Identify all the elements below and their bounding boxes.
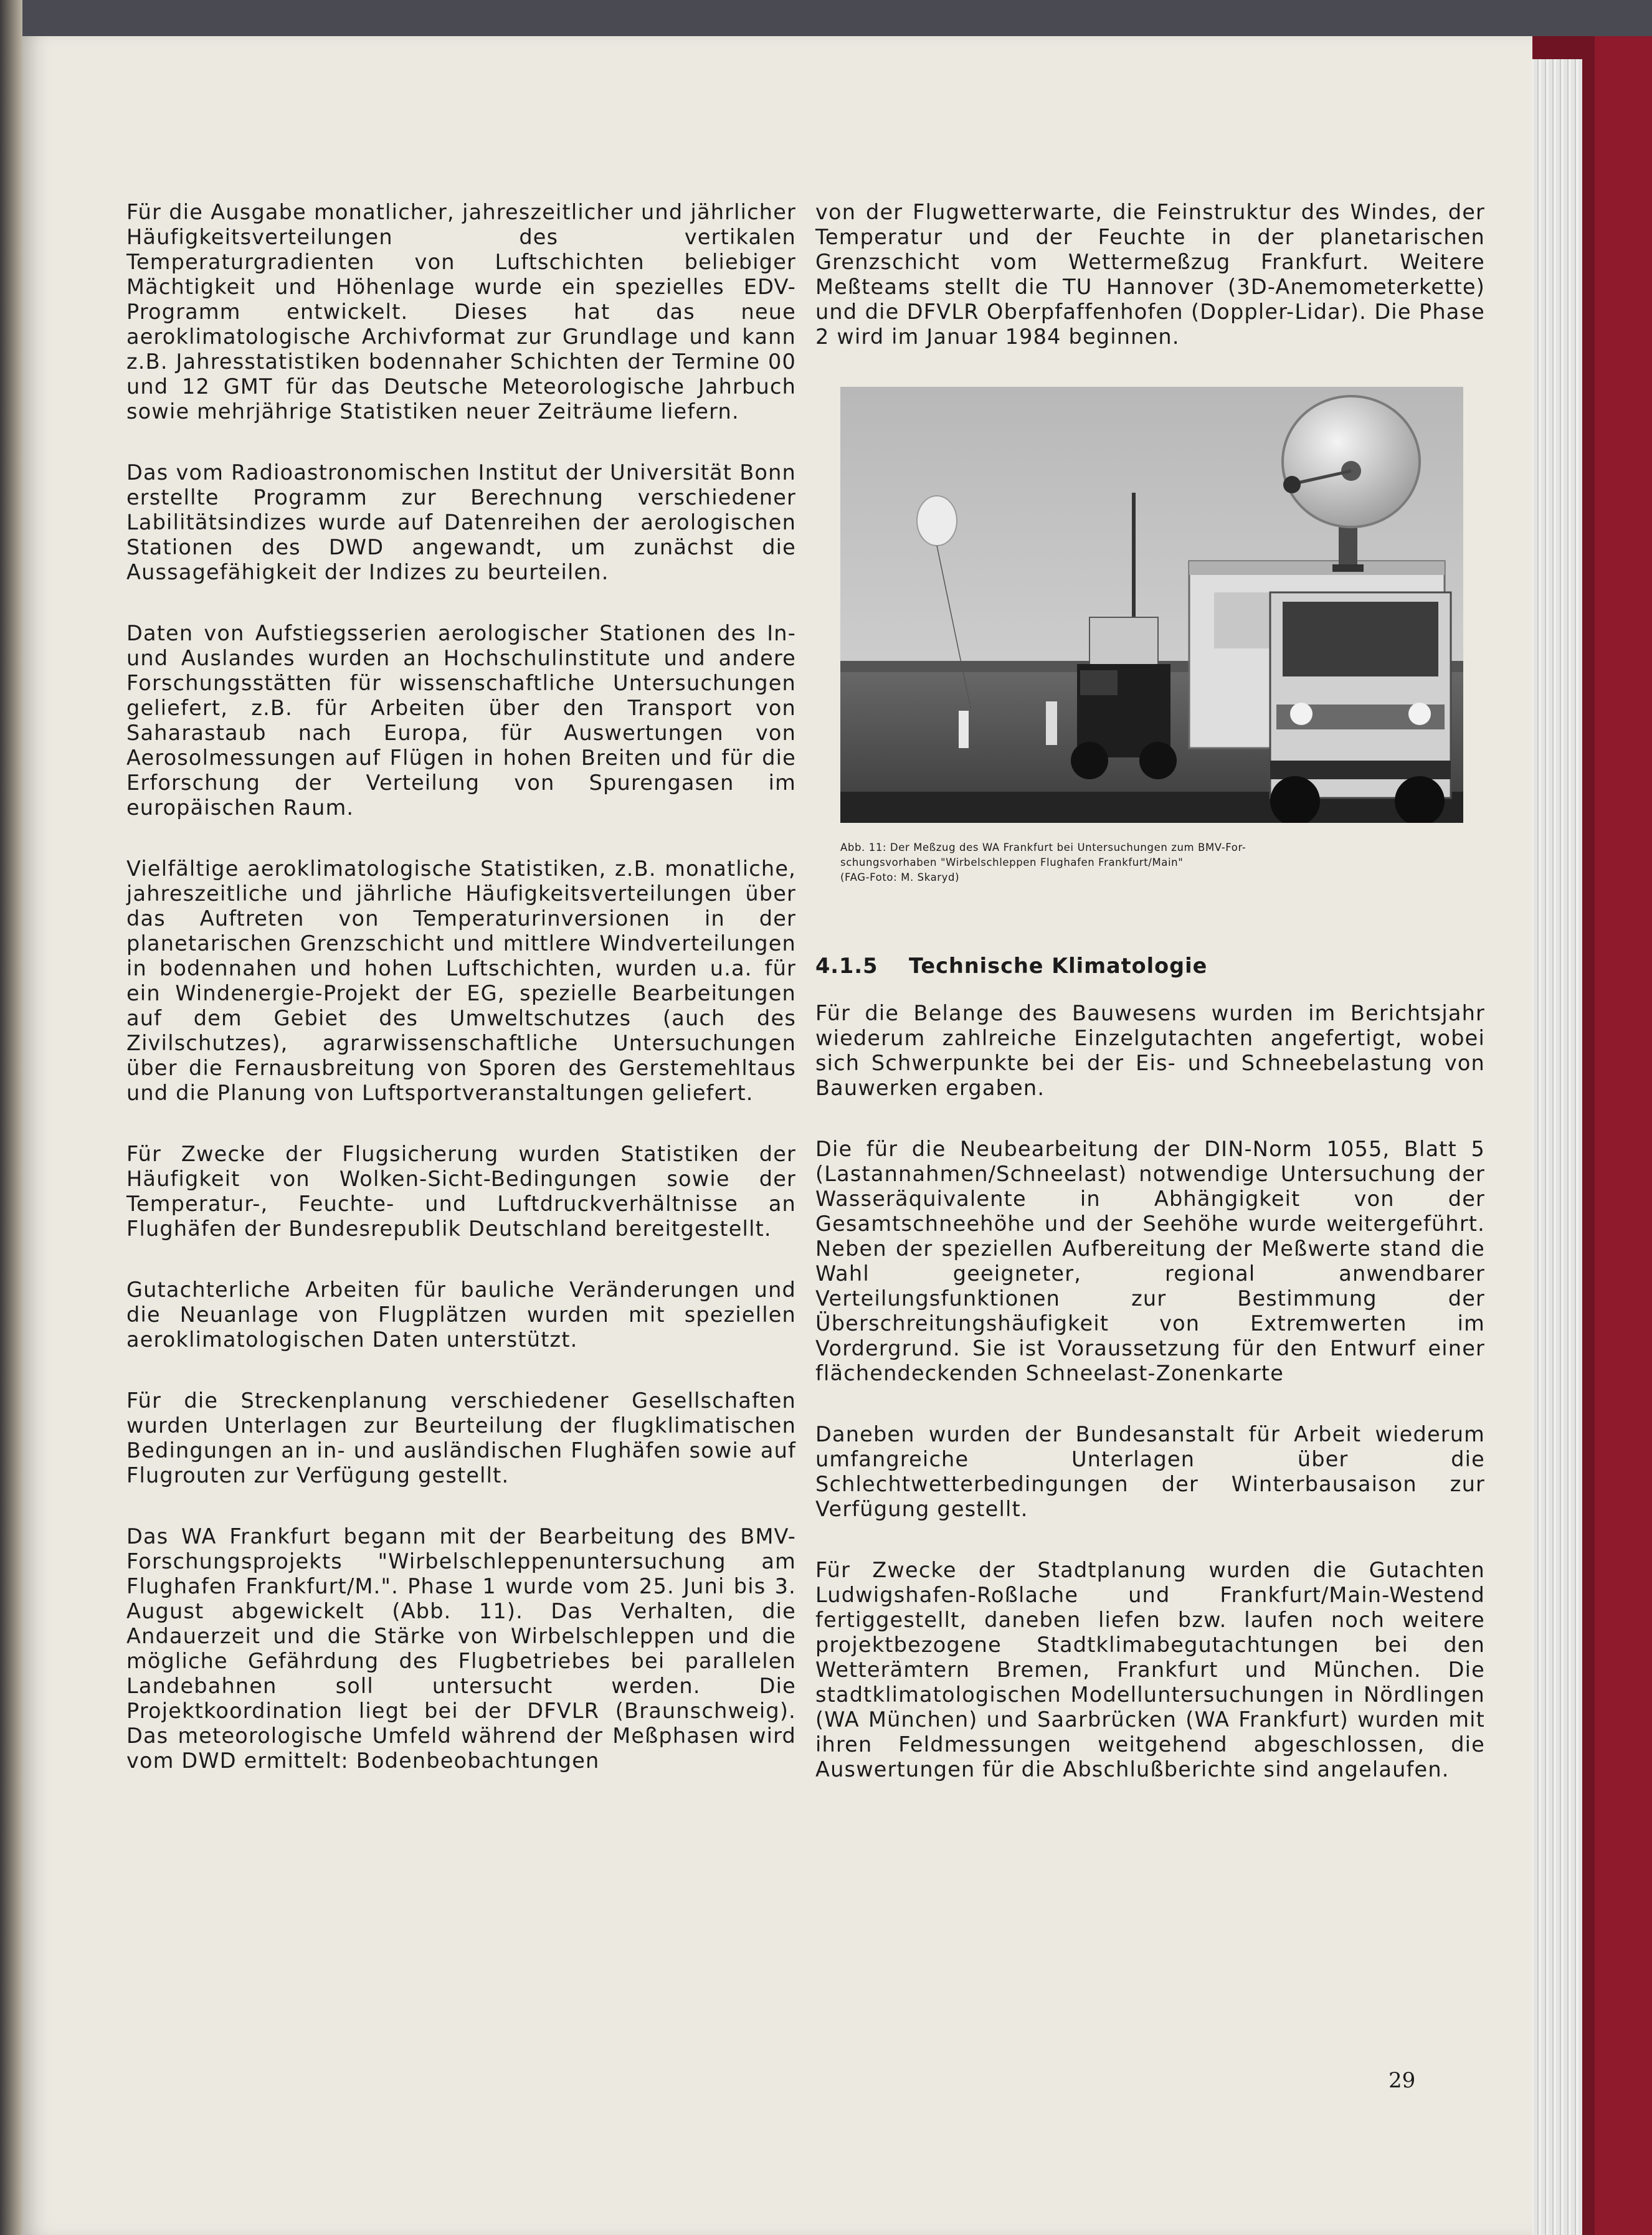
caption-line: Abb. 11: Der Meßzug des WA Frankfurt bei Untersuchungen zum BMV-For- [840, 842, 1246, 853]
section-title: Technische Klimatologie [909, 954, 1208, 978]
paragraph: Das vom Radioastronomischen Institut der Universität Bonn erstellte Programm zur Berechnung verschiedener Labilitätsindizes wurde auf Datenreihen der aerologischen Stationen des DWD angewandt, um zunächst die Aussagefähigkeit der Indizes zu beurteilen. [126, 460, 796, 584]
page-number: 29 [1389, 2068, 1416, 2093]
paragraph: von der Flugwetterwarte, die Feinstruktur des Windes, der Temperatur und der Feuchte in der planetarischen Grenzschicht vom Wettermeßzug Frankfurt. Weitere Meßteams stellt die TU Hannover (3D-Anemometerkette) und die DFVLR Oberpfaffenhofen (Doppler-Lidar). Die Phase 2 wird im Januar 1984 beginnen. [815, 200, 1485, 349]
section-heading [815, 954, 1485, 979]
caption-line: schungsvorhaben "Wirbelschleppen Flughafen Frankfurt/Main" [840, 857, 1184, 868]
right-column [815, 200, 1485, 1818]
document-page [22, 36, 1532, 2235]
figure-caption [840, 840, 1463, 885]
book-cover-edge [1595, 36, 1652, 2235]
paragraph: Gutachterliche Arbeiten für bauliche Veränderungen und die Neuanlage von Flugplätzen wurden mit speziellen aeroklimatologischen Daten unterstützt. [126, 1278, 796, 1352]
page-edges [1526, 59, 1582, 2235]
photo-measurement-vehicle [840, 387, 1463, 823]
paragraph: Daneben wurden der Bundesanstalt für Arbeit wiederum umfangreiche Unterlagen über die Schlechtwetterbedingungen der Winterbausaison zur Verfügung gestellt. [815, 1422, 1485, 1521]
paragraph: Für Zwecke der Stadtplanung wurden die Gutachten Ludwigshafen-Roßlache und Frankfurt/Main-Westend fertiggestellt, daneben liefen bzw. laufen noch weitere projektbezogene Stadtklimabegutachtungen bei den Wetterämtern Bremen, Frankfurt und München. Die stadtklimatologischen Modelluntersuchungen in Nördlingen (WA München) und Saarbrücken (WA Frankfurt) wurden mit ihren Feldmessungen weitgehend abgeschlossen, die Auswertungen für die Abschlußberichte sind angelaufen. [815, 1558, 1485, 1782]
paragraph: Für die Belange des Bauwesens wurden im Berichtsjahr wiederum zahlreiche Einzelgutachten angefertigt, wobei sich Schwerpunkte bei der Eis- und Schneebelastung von Bauwerken ergaben. [815, 1001, 1485, 1100]
figure [840, 387, 1463, 885]
paragraph: Für Zwecke der Flugsicherung wurden Statistiken der Häufigkeit von Wolken-Sicht-Bedingungen sowie der Temperatur-, Feuchte- und Luftdruckverhältnisse an Flughäfen der Bundesrepublik Deutschland bereitgestellt. [126, 1142, 796, 1241]
left-column [126, 200, 796, 1810]
caption-line: (FAG-Foto: M. Skaryd) [840, 871, 960, 883]
paragraph: Die für die Neubearbeitung der DIN-Norm 1055, Blatt 5 (Lastannahmen/Schneelast) notwendige Untersuchung der Wasseräquivalente in Abhängigkeit von der Gesamtschneehöhe und der Seehöhe wurde weitergeführt. Neben der speziellen Aufbereitung der Meßwerte stand die Wahl geeigneter, regional anwendbarer Verteilungsfunktionen zur Bestimmung der Überschreitungshäufigkeit von Extremwerten im Vordergrund. Sie ist Voraussetzung für den Entwurf einer flächendeckenden Schneelast-Zonenkarte [815, 1137, 1485, 1385]
paragraph: Daten von Aufstiegsserien aerologischer Stationen des In- und Auslandes wurden an Hochschulinstitute und andere Forschungsstätten für wissenschaftliche Untersuchungen geliefert, z.B. für Arbeiten über den Transport von Saharastaub nach Europa, für Auswertungen von Aerosolmessungen auf Flügen in hohen Breiten und für die Erforschung der Verteilung von Spurengasen im europäischen Raum. [126, 621, 796, 820]
paragraph: Das WA Frankfurt begann mit der Bearbeitung des BMV-Forschungsprojekts "Wirbelschleppenuntersuchung am Flughafen Frankfurt/M.". Phase 1 wurde vom 25. Juni bis 3. August abgewickelt (Abb. 11). Das Verhalten, die Andauerzeit und die Stärke von Wirbelschleppen und die mögliche Gefährdung des Flugbetriebes bei parallelen Landebahnen soll untersucht werden. Die Projektkoordination liegt bei der DFVLR (Braunschweig). Das meteorologische Umfeld während der Meßphasen wird vom DWD ermittelt: Bodenbeobachtungen [126, 1524, 796, 1773]
paragraph: Vielfältige aeroklimatologische Statistiken, z.B. monatliche, jahreszeitliche und jährliche Häufigkeitsverteilungen über das Auftreten von Temperaturinversionen in der planetarischen Grenzschicht und mittlere Windverteilungen in bodennahen und hohen Luftschichten, wurden u.a. für ein Windenergie-Projekt der EG, spezielle Bearbeitungen auf dem Gebiet des Umweltschutzes (auch des Zivilschutzes), agrarwissenschaftliche Untersuchungen über die Fernausbreitung von Sporen des Gerstemehltaus und die Planung von Luftsportveranstaltungen geliefert. [126, 857, 796, 1105]
paragraph: Für die Ausgabe monatlicher, jahreszeitlicher und jährlicher Häufigkeitsverteilungen des vertikalen Temperaturgradienten von Luftschichten beliebiger Mächtigkeit und Höhenlage wurde ein spezielles EDV-Programm entwickelt. Dieses hat das neue aeroklimatologische Archivformat zur Grundlage und kann z.B. Jahresstatistiken bodennaher Schichten der Termine 00 und 12 GMT für das Deutsche Meteorologische Jahrbuch sowie mehrjährige Statistiken neuer Zeiträume liefern. [126, 200, 796, 424]
section-number: 4.1.5 [815, 954, 878, 978]
adjacent-page-edge [0, 0, 22, 2235]
paragraph: Für die Streckenplanung verschiedener Gesellschaften wurden Unterlagen zur Beurteilung der flugklimatischen Bedingungen an in- und ausländischen Flughäfen sowie auf Flugrouten zur Verfügung gestellt. [126, 1388, 796, 1488]
scanner-background [0, 0, 1652, 36]
